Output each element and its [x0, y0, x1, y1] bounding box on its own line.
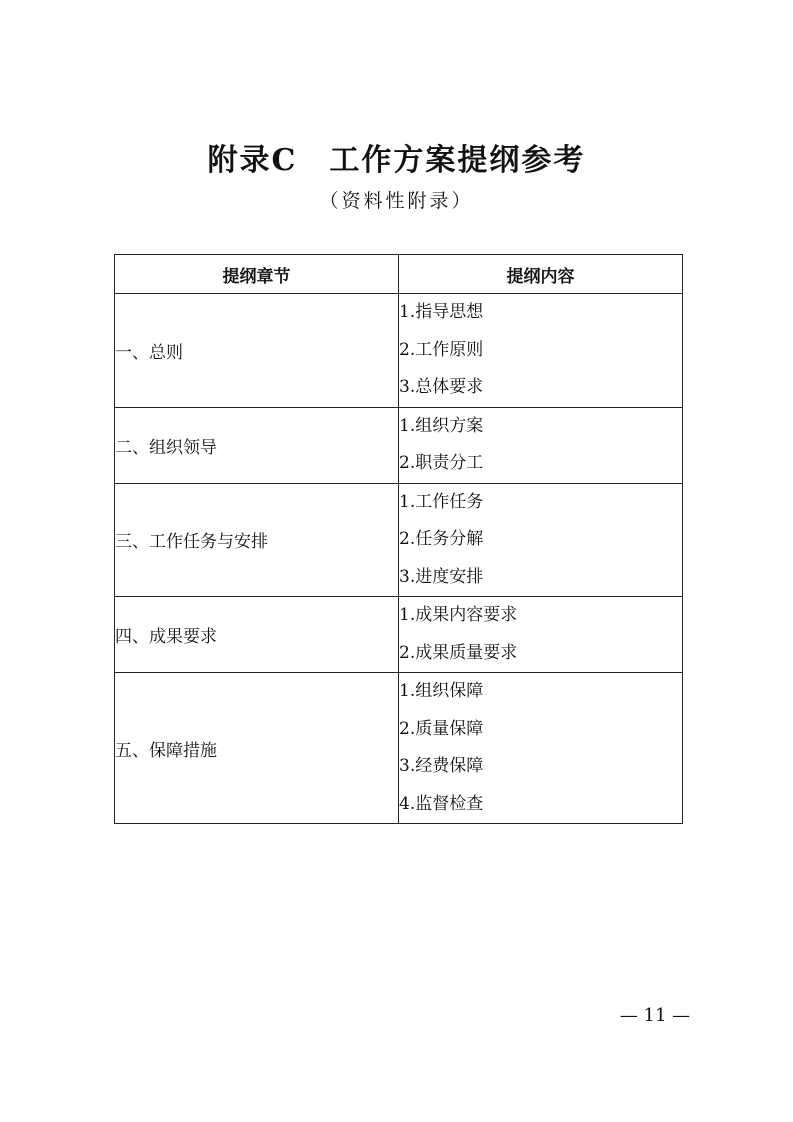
section-items — [399, 294, 683, 408]
list-item: 2.质量保障 — [399, 718, 484, 739]
section-title: 五、保障措施 — [115, 673, 399, 824]
section-title: 三、工作任务与安排 — [115, 483, 399, 597]
list-item: 1.工作任务 — [399, 491, 484, 512]
section-title: 二、组织领导 — [115, 407, 399, 483]
list-item: 1.组织方案 — [399, 415, 484, 436]
list-item: 2.职责分工 — [399, 453, 484, 473]
table-row — [115, 407, 683, 483]
table-row — [115, 597, 683, 673]
section-title: 四、成果要求 — [115, 597, 399, 673]
column-header-section: 提纲章节 — [115, 255, 399, 294]
list-item: 3.经费保障 — [399, 756, 484, 776]
section-items — [399, 673, 683, 824]
list-item: 2.任务分解 — [399, 529, 484, 549]
list-item: 1.组织保障 — [399, 681, 484, 701]
table-row — [115, 673, 683, 824]
list-item: 1.成果内容要求 — [399, 605, 518, 625]
section-items — [399, 407, 683, 483]
list-item: 2.成果质量要求 — [399, 642, 518, 663]
table-row — [115, 294, 683, 408]
page-title: 附录C 工作方案提纲参考 — [207, 143, 586, 178]
section-items — [399, 597, 683, 673]
section-items — [399, 483, 683, 597]
list-item: 2.工作原则 — [399, 339, 484, 360]
page-number: — 11 — — [619, 1005, 691, 1026]
page-subtitle: （资料性附录） — [319, 190, 474, 212]
list-item: 3.总体要求 — [399, 377, 484, 397]
column-header-content: 提纲内容 — [399, 255, 683, 294]
table-header-row — [115, 255, 683, 294]
list-item: 4.监督检查 — [399, 793, 484, 814]
list-item: 3.进度安排 — [399, 566, 484, 587]
section-title: 一、总则 — [115, 294, 399, 408]
list-item: 1.指导思想 — [399, 302, 484, 322]
outline-table — [114, 254, 683, 824]
table-row — [115, 483, 683, 597]
